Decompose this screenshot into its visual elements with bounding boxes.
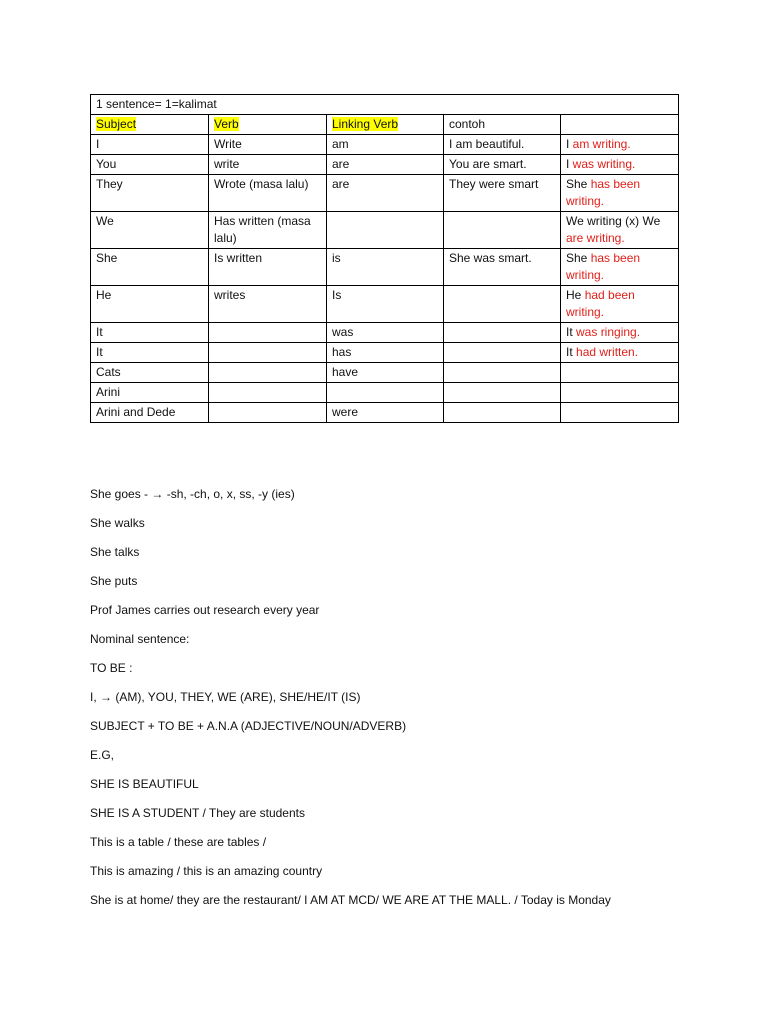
table-row (91, 286, 679, 323)
linking-verb-cell: am (327, 135, 444, 155)
linking-verb-cell: was (327, 323, 444, 343)
note-line: She talks (90, 545, 140, 559)
header-subject: Subject (91, 115, 209, 135)
note-line: SHE IS BEAUTIFUL (90, 777, 199, 791)
example-text: She (566, 177, 591, 191)
verb-cell (209, 363, 327, 383)
linking-verb-cell: has (327, 343, 444, 363)
verb-cell: Has written (masa lalu) (209, 212, 327, 249)
subject-cell: She (91, 249, 209, 286)
verb-cell (209, 323, 327, 343)
example-cell (561, 212, 679, 249)
note-line: She puts (90, 574, 138, 588)
example-cell (561, 175, 679, 212)
note-line: I, → (AM), YOU, THEY, WE (ARE), SHE/HE/IT (IS) (90, 690, 361, 704)
example-text: We writing (x) We (566, 214, 661, 228)
table-row (91, 363, 679, 383)
example-text: She (566, 251, 591, 265)
table-row (91, 383, 679, 403)
example-cell (561, 363, 679, 383)
example-highlight-text: had been writing. (566, 288, 635, 319)
example-cell (561, 403, 679, 423)
contoh-cell (444, 363, 561, 383)
header-verb: Verb (209, 115, 327, 135)
example-highlight-text: am writing. (572, 137, 631, 151)
header-contoh: contoh (444, 115, 561, 135)
table-header-row (91, 115, 679, 135)
contoh-cell (444, 286, 561, 323)
subject-cell: It (91, 343, 209, 363)
linking-verb-cell (327, 383, 444, 403)
verb-cell: Is written (209, 249, 327, 286)
table-row (91, 135, 679, 155)
example-cell (561, 286, 679, 323)
note-line: SUBJECT + TO BE + A.N.A (ADJECTIVE/NOUN/ADVERB) (90, 719, 407, 733)
header-linking-verb: Linking Verb (327, 115, 444, 135)
example-text: It (566, 325, 577, 339)
table-row (91, 323, 679, 343)
linking-verb-cell: are (327, 155, 444, 175)
example-text: It (566, 345, 577, 359)
example-highlight-text: was ringing. (576, 325, 641, 339)
subject-cell: Cats (91, 363, 209, 383)
contoh-cell (444, 323, 561, 343)
linking-verb-cell: were (327, 403, 444, 423)
example-cell (561, 135, 679, 155)
contoh-cell: I am beautiful. (444, 135, 561, 155)
example-text: He (566, 288, 585, 302)
verb-cell (209, 343, 327, 363)
example-cell (561, 155, 679, 175)
subject-cell: Arini (91, 383, 209, 403)
subject-cell: I (91, 135, 209, 155)
verb-cell (209, 403, 327, 423)
notes-section (90, 487, 611, 922)
example-highlight-text: had written. (576, 345, 639, 359)
contoh-cell (444, 212, 561, 249)
table-title: 1 sentence= 1=kalimat (91, 95, 679, 115)
contoh-cell (444, 343, 561, 363)
table-title-row (91, 95, 679, 115)
note-line: This is amazing / this is an amazing country (90, 864, 323, 878)
verb-cell (209, 383, 327, 403)
note-line: She is at home/ they are the restaurant/ I AM AT MCD/ WE ARE AT THE MALL. / Today is Monday (90, 893, 611, 907)
subject-cell: It (91, 323, 209, 343)
contoh-cell: They were smart (444, 175, 561, 212)
contoh-cell (444, 383, 561, 403)
subject-cell: He (91, 286, 209, 323)
example-cell (561, 383, 679, 403)
linking-verb-cell: have (327, 363, 444, 383)
table-row (91, 249, 679, 286)
verb-cell: write (209, 155, 327, 175)
verb-cell: Wrote (masa lalu) (209, 175, 327, 212)
note-line: Prof James carries out research every year (90, 603, 320, 617)
note-line: Nominal sentence: (90, 632, 190, 646)
grammar-table (90, 94, 679, 423)
linking-verb-cell: is (327, 249, 444, 286)
note-line: E.G, (90, 748, 115, 762)
linking-verb-cell: are (327, 175, 444, 212)
table-row (91, 403, 679, 423)
example-cell (561, 343, 679, 363)
header-blank (561, 115, 679, 135)
subject-cell: We (91, 212, 209, 249)
table-row (91, 343, 679, 363)
example-highlight-text: was writing. (572, 157, 636, 171)
table-row (91, 212, 679, 249)
note-line: She goes - → -sh, -ch, o, x, ss, -y (ies) (90, 487, 295, 501)
example-highlight-text: has been writing. (566, 177, 641, 208)
contoh-cell: She was smart. (444, 249, 561, 286)
subject-cell: Arini and Dede (91, 403, 209, 423)
example-cell (561, 249, 679, 286)
contoh-cell (444, 403, 561, 423)
table-row (91, 155, 679, 175)
example-highlight-text: has been writing. (566, 251, 641, 282)
verb-cell: Write (209, 135, 327, 155)
subject-cell: They (91, 175, 209, 212)
note-line: She walks (90, 516, 145, 530)
contoh-cell: You are smart. (444, 155, 561, 175)
table-row (91, 175, 679, 212)
verb-cell: writes (209, 286, 327, 323)
example-cell (561, 323, 679, 343)
example-highlight-text: are writing. (566, 231, 625, 245)
subject-cell: You (91, 155, 209, 175)
note-line: SHE IS A STUDENT / They are students (90, 806, 305, 820)
example-text: I (566, 157, 573, 171)
note-line: TO BE : (90, 661, 133, 675)
note-line: This is a table / these are tables / (90, 835, 267, 849)
linking-verb-cell (327, 212, 444, 249)
example-text: I (566, 137, 573, 151)
linking-verb-cell: Is (327, 286, 444, 323)
